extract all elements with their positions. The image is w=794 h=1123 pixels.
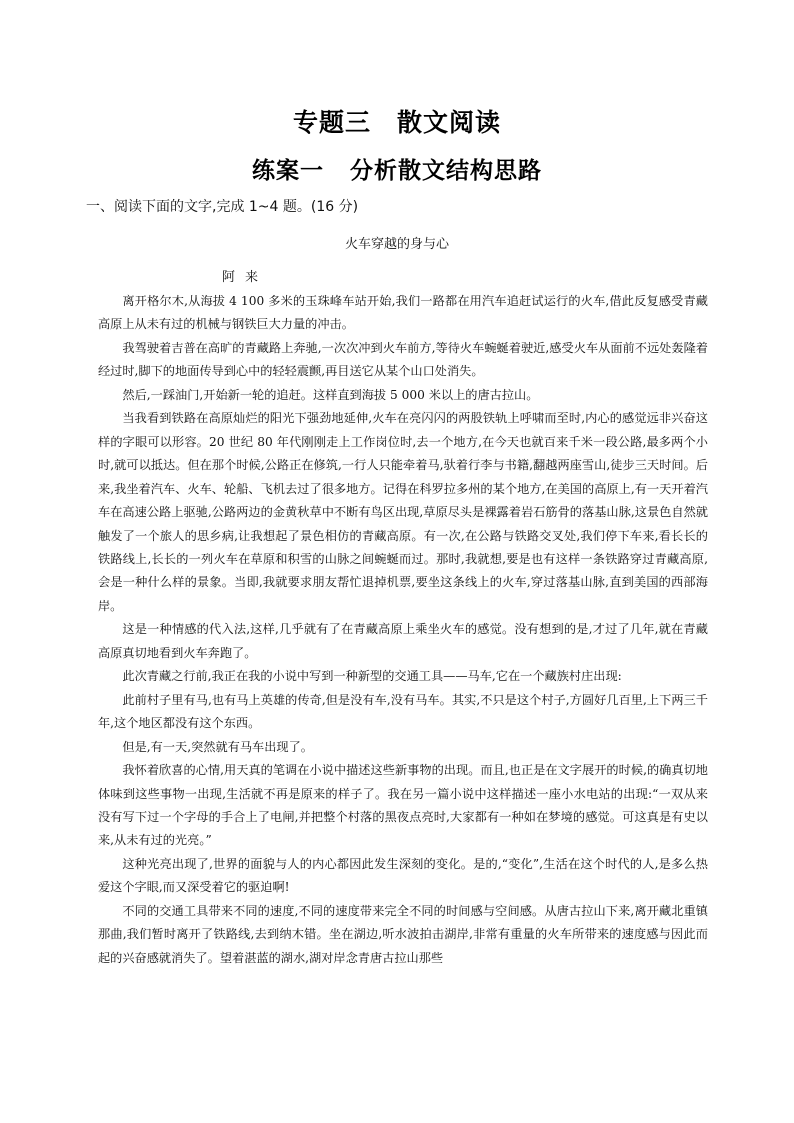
page-title xyxy=(0,103,794,139)
article-paragraph: 这是一种情感的代入法,这样,几乎就有了在青藏高原上乘坐火车的感觉。没有想到的是,才过了几年,就在青藏高原真切地看到火车奔跑了。 xyxy=(98,622,708,660)
article-paragraph: 这种光亮出现了,世界的面貌与人的内心都因此发生深刻的变化。是的,“变化”,生活在这个时代的人,是多么热爱这个字眼,而又深受着它的驱迫啊! xyxy=(98,856,708,895)
page-subtitle xyxy=(0,152,794,185)
article-body xyxy=(98,290,708,970)
article-paragraph: 此前村子里有马,也有马上英雄的传奇,但是没有车,没有马车。其实,不只是这个村子,方圆好几百里,上下两三千年,这个地区都没有这个东西。 xyxy=(98,692,708,731)
article-paragraph: 但是,有一天,突然就有马车出现了。 xyxy=(122,739,313,754)
article-paragraph: 此次青藏之行前,我正在我的小说中写到一种新型的交通工具——马车,它在一个藏族村庄出现: xyxy=(122,669,622,684)
article-paragraph: 然后,一踩油门,开始新一轮的追赶。这样直到海拔 5 000 米以上的唐古拉山。 xyxy=(122,387,539,402)
article-author: 阿来 xyxy=(222,270,269,285)
exercise-label: 练案一 xyxy=(252,158,324,184)
article-paragraph: 我怀着欣喜的心情,用天真的笔调在小说中描述这些新事物的出现。而且,也正是在文字展开的时候,的确真切地体味到这些事物一出现,生活就不再是原来的样子了。我在另一篇小说中这样描述一座小水电站的出现:“一双从来没有写下过一个字母的手合上了电闸,并把整个村落的黑夜点亮时,大家都有一种如在梦境的感觉。可这真是有史以来,从未有过的光亮。” xyxy=(98,763,708,848)
article-paragraph: 不同的交通工具带来不同的速度,不同的速度带来完全不同的时间感与空间感。从唐古拉山下来,离开藏北重镇那曲,我们暂时离开了铁路线,去到纳木错。坐在湖边,听水波拍击湖岸,非常有重量的火车所带来的速度感与因此而起的兴奋感就消失了。望着湛蓝的湖水,湖对岸念青唐古拉山那些 xyxy=(98,903,708,965)
article-paragraph: 离开格尔木,从海拔 4 100 多米的玉珠峰车站开始,我们一路都在用汽车追赶试运行的火车,借此反复感受青藏高原上从未有过的机械与钢铁巨大力量的冲击。 xyxy=(98,294,708,332)
topic-name: 散文阅读 xyxy=(397,108,502,137)
article-paragraph: 我驾驶着吉普在高旷的青藏路上奔驰,一次次冲到火车前方,等待火车蜿蜒着驶近,感受火车从面前不远处轰隆着经过时,脚下的地面传导到心中的轻轻震颤,再目送它从某个山口处消失。 xyxy=(98,340,708,379)
article-title: 火车穿越的身与心 xyxy=(344,237,449,252)
topic-label: 专题三 xyxy=(292,108,371,137)
exercise-name: 分析散文结构思路 xyxy=(350,158,542,184)
article-paragraph: 当我看到铁路在高原灿烂的阳光下强劲地延伸,火车在亮闪闪的两股铁轨上呼啸而至时,内心的感觉远非兴奋这样的字眼可以形容。20 世纪 80 年代刚刚走上工作岗位时,去一个地方,在今天也就百来千米一段公路,最多两个小时,就可以抵达。但在那个时候,公路正在修筑,一行人只能牵着马,驮着行李与书籍,翻越两座雪山,徒步三天时间。后来,我坐着汽车、火车、轮船、飞机去过了很多地方。记得在科罗拉多州的某个地方,在美国的高原上,有一天开着汽车在高速公路上驱驰,公路两边的金黄秋草中不断有鸟区出现,草原尽头是裸露着岩石筋骨的落基山脉,这景色自然就触发了一个旅人的思乡病,让我想起了景色相仿的青藏高原。有一次,在公路与铁路交叉处,我们停下车来,看长长的铁路线上,长长的一列火车在草原和积雪的山脉之间蜿蜒而过。那时,我就想,要是也有这样一条铁路穿过青藏高原,会是一种什么样的景象。当即,我就要求朋友帮忙退掉机票,要坐这条线上的火车,穿过落基山脉,直到美国的西部海岸。 xyxy=(98,411,708,613)
section-heading: 一、阅读下面的文字,完成 1~4 题。(16 分) xyxy=(86,199,359,215)
